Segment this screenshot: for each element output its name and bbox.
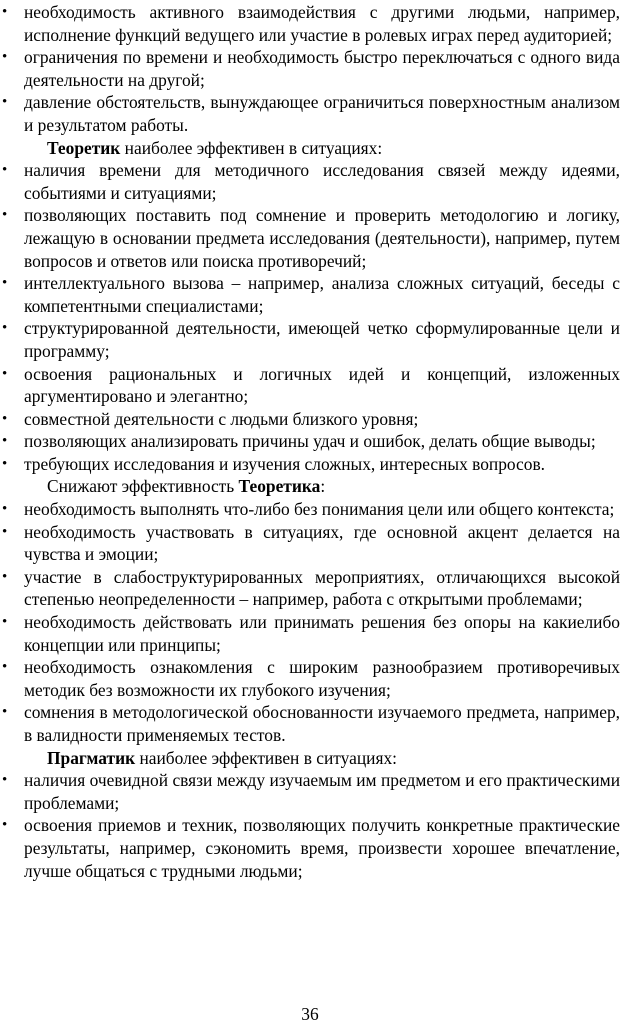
bullet-icon: • xyxy=(2,162,8,179)
list-item-text: необходимость участвовать в ситуациях, где основной акцент делается на чувства и эмоции; xyxy=(24,521,620,565)
list-item xyxy=(0,1,620,46)
heading-bold-term: Теоретик xyxy=(47,137,121,158)
bullet-icon: • xyxy=(2,94,8,111)
bullet-icon: • xyxy=(2,207,8,224)
list-item xyxy=(0,701,620,746)
list-item-text: необходимость выполнять что-либо без понимания цели или общего контекста; xyxy=(24,499,615,520)
list-item xyxy=(0,453,620,476)
list-item xyxy=(0,272,620,317)
bullet-icon: • xyxy=(2,49,8,66)
list-item xyxy=(0,46,620,91)
list-item-text: необходимость ознакомления с широким разнообразием противоречивых методик без возможности их глубокого изучения; xyxy=(24,657,620,700)
section-heading xyxy=(0,137,620,160)
bullet-icon: • xyxy=(2,704,8,721)
bullet-icon: • xyxy=(2,275,8,292)
list-item-text: требующих исследования и изучения сложных, интересных вопросов. xyxy=(24,453,546,474)
section-heading xyxy=(0,475,620,498)
list-item xyxy=(0,656,620,701)
bullet-icon: • xyxy=(2,659,8,676)
list-item xyxy=(0,430,620,453)
list-item-text: необходимость активного взаимодействия с другими людьми, например, исполнение функций ведущего или участие в ролевых играх перед аудиторией; xyxy=(24,2,620,45)
bullet-icon: • xyxy=(2,433,8,450)
list-item xyxy=(0,204,620,272)
heading-tail: : xyxy=(320,476,326,497)
bullet-icon: • xyxy=(2,772,8,789)
list-item xyxy=(0,769,620,814)
bullet-icon: • xyxy=(2,523,8,540)
heading-text: наиболее эффективен в ситуациях: xyxy=(135,747,397,768)
list-item-text: наличия очевидной связи между изучаемым им предметом и его практическими проблемами; xyxy=(24,770,620,813)
heading-bold-term: Теоретика xyxy=(238,476,321,497)
list-item xyxy=(0,814,620,882)
list-item xyxy=(0,566,620,611)
list-item xyxy=(0,363,620,408)
bullet-icon: • xyxy=(2,568,8,585)
section-heading xyxy=(0,747,620,770)
bullet-icon: • xyxy=(2,455,8,472)
list-item-text: необходимость действовать или принимать решения без опоры на какиелибо концепции или принципы; xyxy=(24,612,620,655)
bullet-icon: • xyxy=(2,817,8,834)
body-text xyxy=(0,1,620,882)
heading-bold-term: Прагматик xyxy=(47,747,136,768)
heading-text: Снижают эффективность xyxy=(47,476,239,497)
bullet-icon: • xyxy=(2,365,8,382)
bullet-icon: • xyxy=(2,320,8,337)
list-item-text: освоения рациональных и логичных идей и концепций, изложенных аргументировано и элегантно; xyxy=(24,363,620,407)
list-item-text: позволяющих поставить под сомнение и проверить методологию и логику, лежащую в основании предмета исследования (деятельности), например, путем вопросов и ответов или поиска противоречий; xyxy=(24,205,620,271)
list-item xyxy=(0,159,620,204)
list-item-text: совместной деятельности с людьми близкого уровня; xyxy=(24,408,419,429)
bullet-icon: • xyxy=(2,410,8,427)
list-item-text: сомнения в методологической обоснованности изучаемого предмета, например, в валидности применяемых тестов. xyxy=(24,702,620,745)
list-item-text: ограничения по времени и необходимость быстро переключаться с одного вида деятельности на другой; xyxy=(24,47,620,90)
bullet-icon: • xyxy=(2,4,8,20)
bullet-icon: • xyxy=(2,501,8,518)
list-item-text: освоения приемов и техник, позволяющих получить конкретные практические результаты, например, сэкономить время, произвести хорошее впечатление, лучше общаться с трудными людьми; xyxy=(24,815,620,881)
list-item xyxy=(0,498,620,521)
list-item xyxy=(0,408,620,431)
heading-text: наиболее эффективен в ситуациях: xyxy=(120,137,383,158)
list-item-text: участие в слабоструктурированных мероприятиях, отличающихся высокой степенью неопределенности – например, работа с открытыми проблемами; xyxy=(24,566,620,610)
list-item xyxy=(0,521,620,566)
list-item xyxy=(0,611,620,656)
page-number: 36 xyxy=(301,1004,319,1024)
list-item-text: давление обстоятельств, вынуждающее ограничиться поверхностным анализом и результатом работы. xyxy=(24,92,620,135)
list-item-text: наличия времени для методичного исследования связей между идеями, событиями и ситуациями; xyxy=(24,160,620,203)
bullet-icon: • xyxy=(2,614,8,631)
list-item xyxy=(0,317,620,362)
list-item-text: структурированной деятельности, имеющей четко сформулированные цели и программу; xyxy=(24,318,620,361)
list-item xyxy=(0,91,620,136)
list-item-text: позволяющих анализировать причины удач и ошибок, делать общие выводы; xyxy=(24,431,596,452)
list-item-text: интеллектуального вызова – например, анализа сложных ситуаций, беседы с компетентными специалистами; xyxy=(24,273,620,316)
